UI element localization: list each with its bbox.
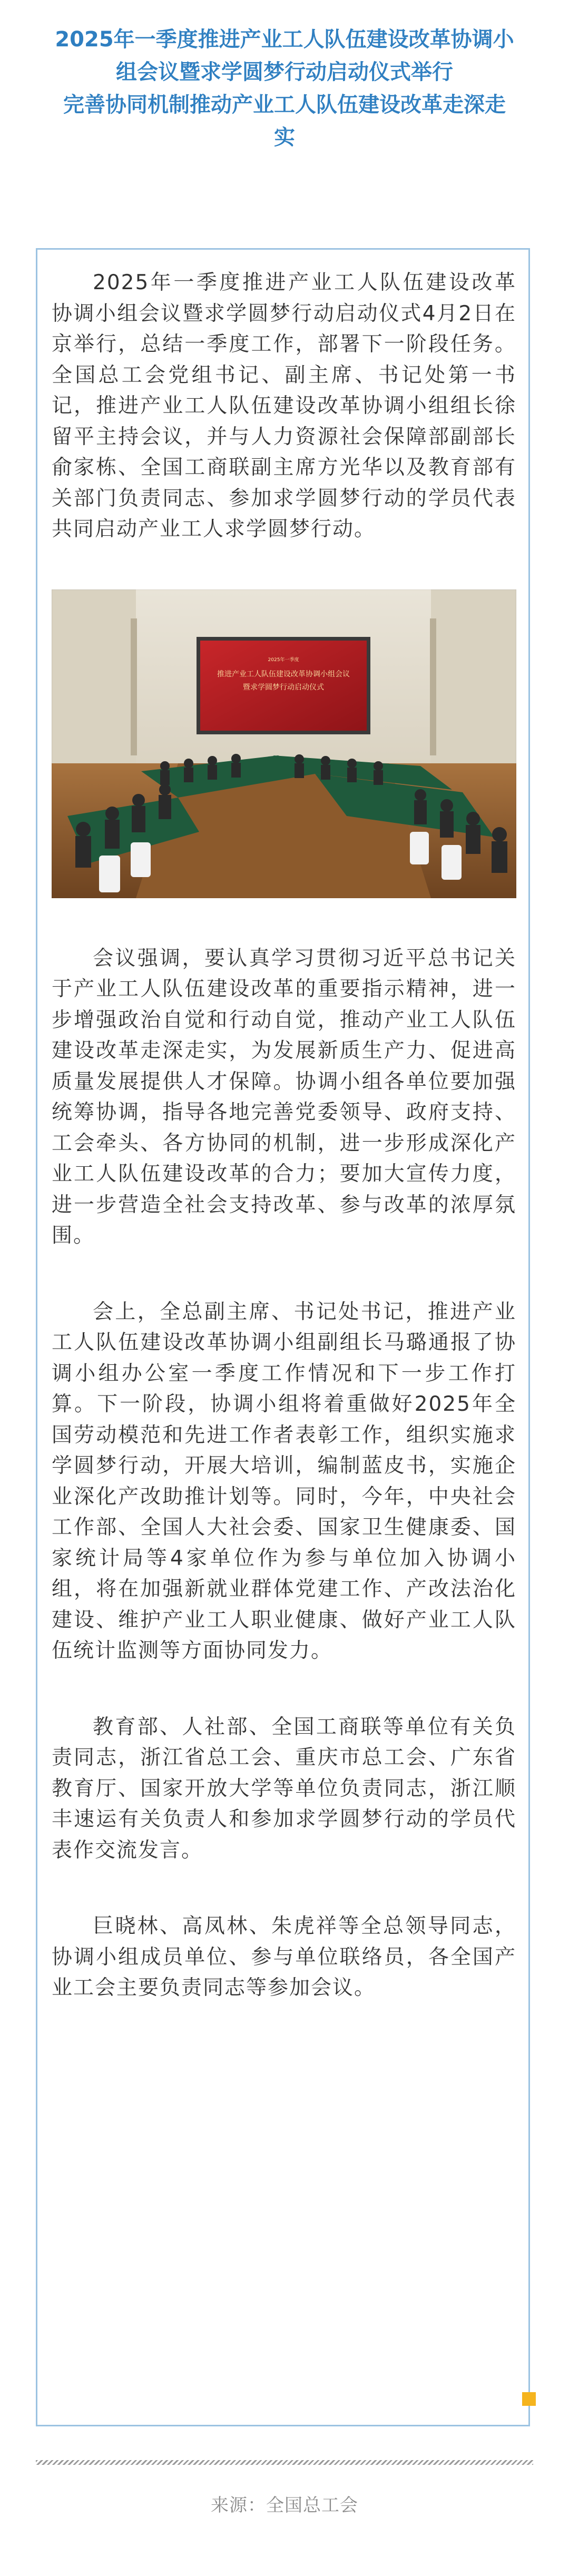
paragraph-speakers: 教育部、人社部、全国工商联等单位有关负责同志，浙江省总工会、重庆市总工会、广东省教育厅、国家开放大学等单位负责同志，浙江顺丰速运有关负责人和参加求学圆梦行动的学员代表作交流发言。 xyxy=(52,1715,516,1862)
source-credit: 来源：全国总工会 xyxy=(211,2495,358,2516)
paragraph-attendees: 巨晓林、高凤林、朱虎祥等全总领导同志，协调小组成员单位、参与单位联络员，各全国产业工会主要负责同志等参加会议。 xyxy=(52,1914,516,2000)
paragraph-report: 会上，全总副主席、书记处书记，推进产业工人队伍建设改革协调小组副组长马璐通报了协调小组办公室一季度工作情况和下一步工作打算。下一阶段，协调小组将着重做好2025年全国劳动模范和先进工作者表彰工作，组织实施求学圆梦行动，开展大培训，编制蓝皮书，实施企业深化产改助推计划等。同时，今年，中央社会工作部、全国人大社会委、国家卫生健康委、国家统计局等4家单位作为参与单位加入协调小组，将在加强新就业群体党建工作、产改法治化建设、维护产业工人职业健康、做好产业工人队伍统计监测等方面协同发力。 xyxy=(52,1300,516,1663)
hatched-divider xyxy=(36,2460,533,2465)
meeting-photo xyxy=(52,589,516,898)
corner-accent-square xyxy=(522,2392,536,2406)
svg-text:暨求学圆梦行动启动仪式: 暨求学圆梦行动启动仪式 xyxy=(243,683,324,692)
article-title xyxy=(32,23,537,154)
svg-text:2025年一季度: 2025年一季度 xyxy=(268,657,299,663)
paragraph-intro: 2025年一季度推进产业工人队伍建设改革协调小组会议暨求学圆梦行动启动仪式4月2日在京举行，总结一季度工作，部署下一阶段任务。全国总工会党组书记、副主席、书记处第一书记，推进产业工人队伍建设改革协调小组组长徐留平主持会议，并与人力资源社会保障部副部长俞家栋、全国工商联副主席方光华以及教育部有关部门负责同志、参加求学圆梦行动的学员代表共同启动产业工人求学圆梦行动。 xyxy=(52,271,516,541)
paragraph-emphasis: 会议强调，要认真学习贯彻习近平总书记关于产业工人队伍建设改革的重要指示精神，进一步增强政治自觉和行动自觉，推动产业工人队伍建设改革走深走实，为发展新质生产力、促进高质量发展提供人才保障。协调小组各单位要加强统筹协调，指导各地完善党委领导、政府支持、工会牵头、各方协同的机制，进一步形成深化产业工人队伍建设改革的合力；要加大宣传力度，进一步营造全社会支持改革、参与改革的浓厚氛围。 xyxy=(52,946,516,1247)
svg-text:推进产业工人队伍建设改革协调小组会议: 推进产业工人队伍建设改革协调小组会议 xyxy=(217,670,350,679)
article-body xyxy=(52,268,516,2004)
title-line: 组会议暨求学圆梦行动启动仪式举行 xyxy=(116,60,453,84)
title-line: 完善协同机制推动产业工人队伍建设改革走深走 xyxy=(63,93,506,117)
title-line: 2025年一季度推进产业工人队伍建设改革协调小 xyxy=(55,27,514,52)
title-line: 实 xyxy=(274,125,295,150)
